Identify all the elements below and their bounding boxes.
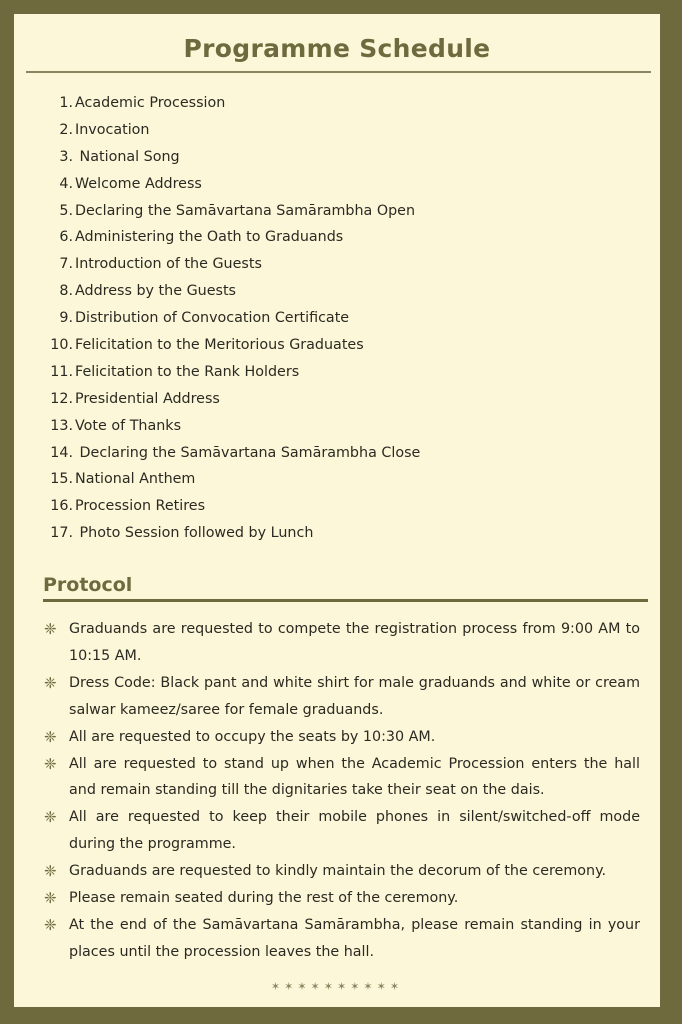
schedule-item-number: 11.	[50, 363, 73, 380]
schedule-item-number: 4.	[59, 175, 73, 192]
schedule-item-label: Academic Procession	[75, 95, 226, 111]
protocol-item-text: At the end of the Samāvartana Samārambha, please remain standing in your places until the procession leaves the hall.	[69, 916, 640, 960]
protocol-item	[44, 670, 640, 724]
schedule-item	[40, 251, 420, 278]
schedule-item	[40, 224, 420, 251]
schedule-item-label: National Anthem	[75, 471, 196, 488]
schedule-item	[40, 440, 420, 467]
schedule-item-number: 3.	[59, 148, 73, 165]
schedule-item	[40, 466, 420, 493]
schedule-item	[40, 144, 420, 171]
flower-bullet-icon: ❈	[44, 889, 57, 908]
flower-bullet-icon: ❈	[44, 754, 57, 773]
schedule-item-number: 13.	[50, 417, 73, 434]
protocol-item	[44, 616, 640, 670]
schedule-item	[40, 359, 420, 386]
protocol-item	[44, 804, 640, 858]
schedule-item-label: Procession Retires	[75, 498, 206, 515]
schedule-item-number: 2.	[59, 121, 73, 138]
schedule-item	[40, 332, 420, 359]
schedule-item-number: 16.	[50, 498, 73, 515]
protocol-item	[44, 751, 640, 805]
schedule-item	[40, 198, 420, 225]
schedule-item-number: 14.	[50, 444, 73, 461]
flower-bullet-icon: ❈	[44, 727, 57, 746]
programme-page	[14, 14, 660, 1007]
schedule-item-label: Photo Session followed by Lunch	[75, 525, 314, 542]
schedule-item-label: Vote of Thanks	[75, 417, 182, 434]
schedule-item-label: Presidential Address	[75, 390, 220, 407]
schedule-list	[40, 90, 420, 547]
schedule-item	[40, 90, 420, 117]
schedule-item-number: 8.	[59, 283, 73, 300]
protocol-item-text: Please remain seated during the rest of the ceremony.	[69, 890, 459, 907]
protocol-item-text: All are requested to keep their mobile phones in silent/switched-off mode during the programme.	[69, 809, 640, 853]
schedule-item-label: Distribution of Convocation Certificate	[75, 310, 350, 327]
schedule-item-label: Welcome Address	[75, 175, 202, 192]
schedule-item	[40, 493, 420, 520]
schedule-item	[40, 171, 420, 198]
schedule-item-number: 17.	[50, 525, 73, 542]
protocol-item	[44, 724, 640, 751]
protocol-item-text: Dress Code: Black pant and white shirt for male graduands and white or cream salwar kameez/saree for female graduands.	[69, 674, 640, 718]
schedule-item-label: Felicitation to the Rank Holders	[75, 363, 300, 380]
schedule-item	[40, 278, 420, 305]
footer-ornament: ✶✶✶✶✶✶✶✶✶✶	[270, 980, 404, 993]
schedule-item-number: 5.	[59, 202, 73, 219]
flower-bullet-icon: ❈	[44, 620, 57, 638]
schedule-item-label: Introduction of the Guests	[75, 256, 262, 273]
protocol-item-text: All are requested to occupy the seats by 10:30 AM.	[69, 728, 436, 745]
schedule-item-number: 1.	[59, 95, 73, 111]
protocol-item-text: All are requested to stand up when the Academic Procession enters the hall and remain standing till the dignitaries take their seat on the dais.	[69, 755, 640, 799]
schedule-item-number: 10.	[50, 337, 73, 354]
flower-bullet-icon: ❈	[44, 915, 57, 934]
schedule-item	[40, 413, 420, 440]
flower-bullet-icon: ❈	[44, 862, 57, 881]
schedule-item-number: 12.	[50, 390, 73, 407]
schedule-item-number: 6.	[59, 229, 73, 246]
schedule-item-label: Declaring the Samāvartana Samārambha Open	[75, 202, 416, 219]
schedule-item-label: Declaring the Samāvartana Samārambha Close	[75, 444, 421, 461]
protocol-item	[44, 885, 640, 912]
title-divider	[26, 71, 651, 73]
schedule-item	[40, 117, 420, 144]
schedule-item-number: 7.	[59, 256, 73, 273]
schedule-item-number: 9.	[59, 310, 73, 327]
page-title: Programme Schedule	[183, 34, 491, 63]
schedule-item	[40, 305, 420, 332]
flower-bullet-icon: ❈	[44, 673, 57, 692]
protocol-list	[44, 616, 640, 966]
protocol-item	[44, 858, 640, 885]
schedule-item-label: Administering the Oath to Graduands	[75, 229, 344, 246]
protocol-divider	[43, 599, 648, 602]
protocol-item-text: Graduands are requested to compete the registration process from 9:00 AM to 10:15 AM.	[69, 621, 640, 664]
flower-bullet-icon: ❈	[44, 808, 57, 827]
schedule-item-number: 15.	[50, 471, 73, 488]
schedule-item-label: Felicitation to the Meritorious Graduates	[75, 337, 364, 354]
protocol-item	[44, 912, 640, 966]
schedule-item-label: National Song	[75, 148, 180, 165]
protocol-item-text: Graduands are requested to kindly maintain the decorum of the ceremony.	[69, 863, 607, 880]
schedule-item-label: Invocation	[75, 121, 150, 138]
schedule-item-label: Address by the Guests	[75, 283, 237, 300]
protocol-heading: Protocol	[43, 574, 133, 596]
schedule-item	[40, 520, 420, 547]
schedule-item	[40, 386, 420, 413]
